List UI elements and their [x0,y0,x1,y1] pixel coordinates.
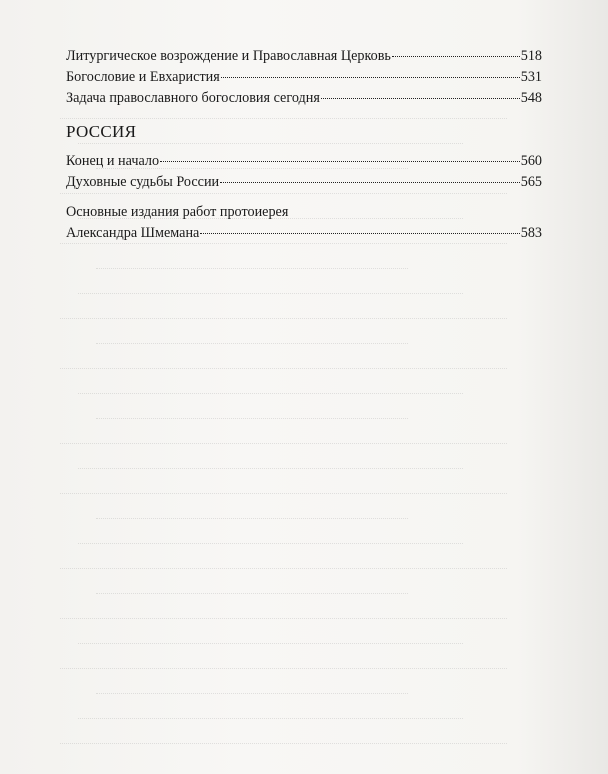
toc-entry-title: Конец и начало [66,153,160,169]
toc-entry [66,223,542,244]
toc-entry [66,67,542,88]
toc-entry-page: 560 [520,153,542,169]
dot-leader [321,98,520,99]
toc-entry-title: Литургическое возрождение и Православная Церковь [66,48,391,64]
toc-entry [66,151,542,172]
toc-entry-title: Александра Шмемана [66,225,200,241]
toc-entry-title: Задача православного богословия сегодня [66,90,320,106]
toc-entry-title: Богословие и Евхаристия [66,69,220,85]
toc-entry-page: 531 [520,69,542,85]
dot-leader [220,182,520,183]
dot-leader [392,56,520,57]
toc-entry [66,88,542,109]
toc-entry-page: 548 [520,90,542,106]
toc-entry-title: Духовные судьбы России [66,174,220,190]
section-heading: РОССИЯ [66,122,137,141]
toc-entry-page: 565 [520,174,542,190]
table-of-contents [66,46,542,244]
toc-entry [66,172,542,193]
editions-heading-line: Основные издания работ протоиерея [66,204,289,220]
toc-entry-page: 518 [520,48,542,64]
dot-leader [221,77,520,78]
dot-leader [200,233,519,234]
dot-leader [160,161,520,162]
toc-entry [66,46,542,67]
toc-entry-page: 583 [520,225,542,241]
